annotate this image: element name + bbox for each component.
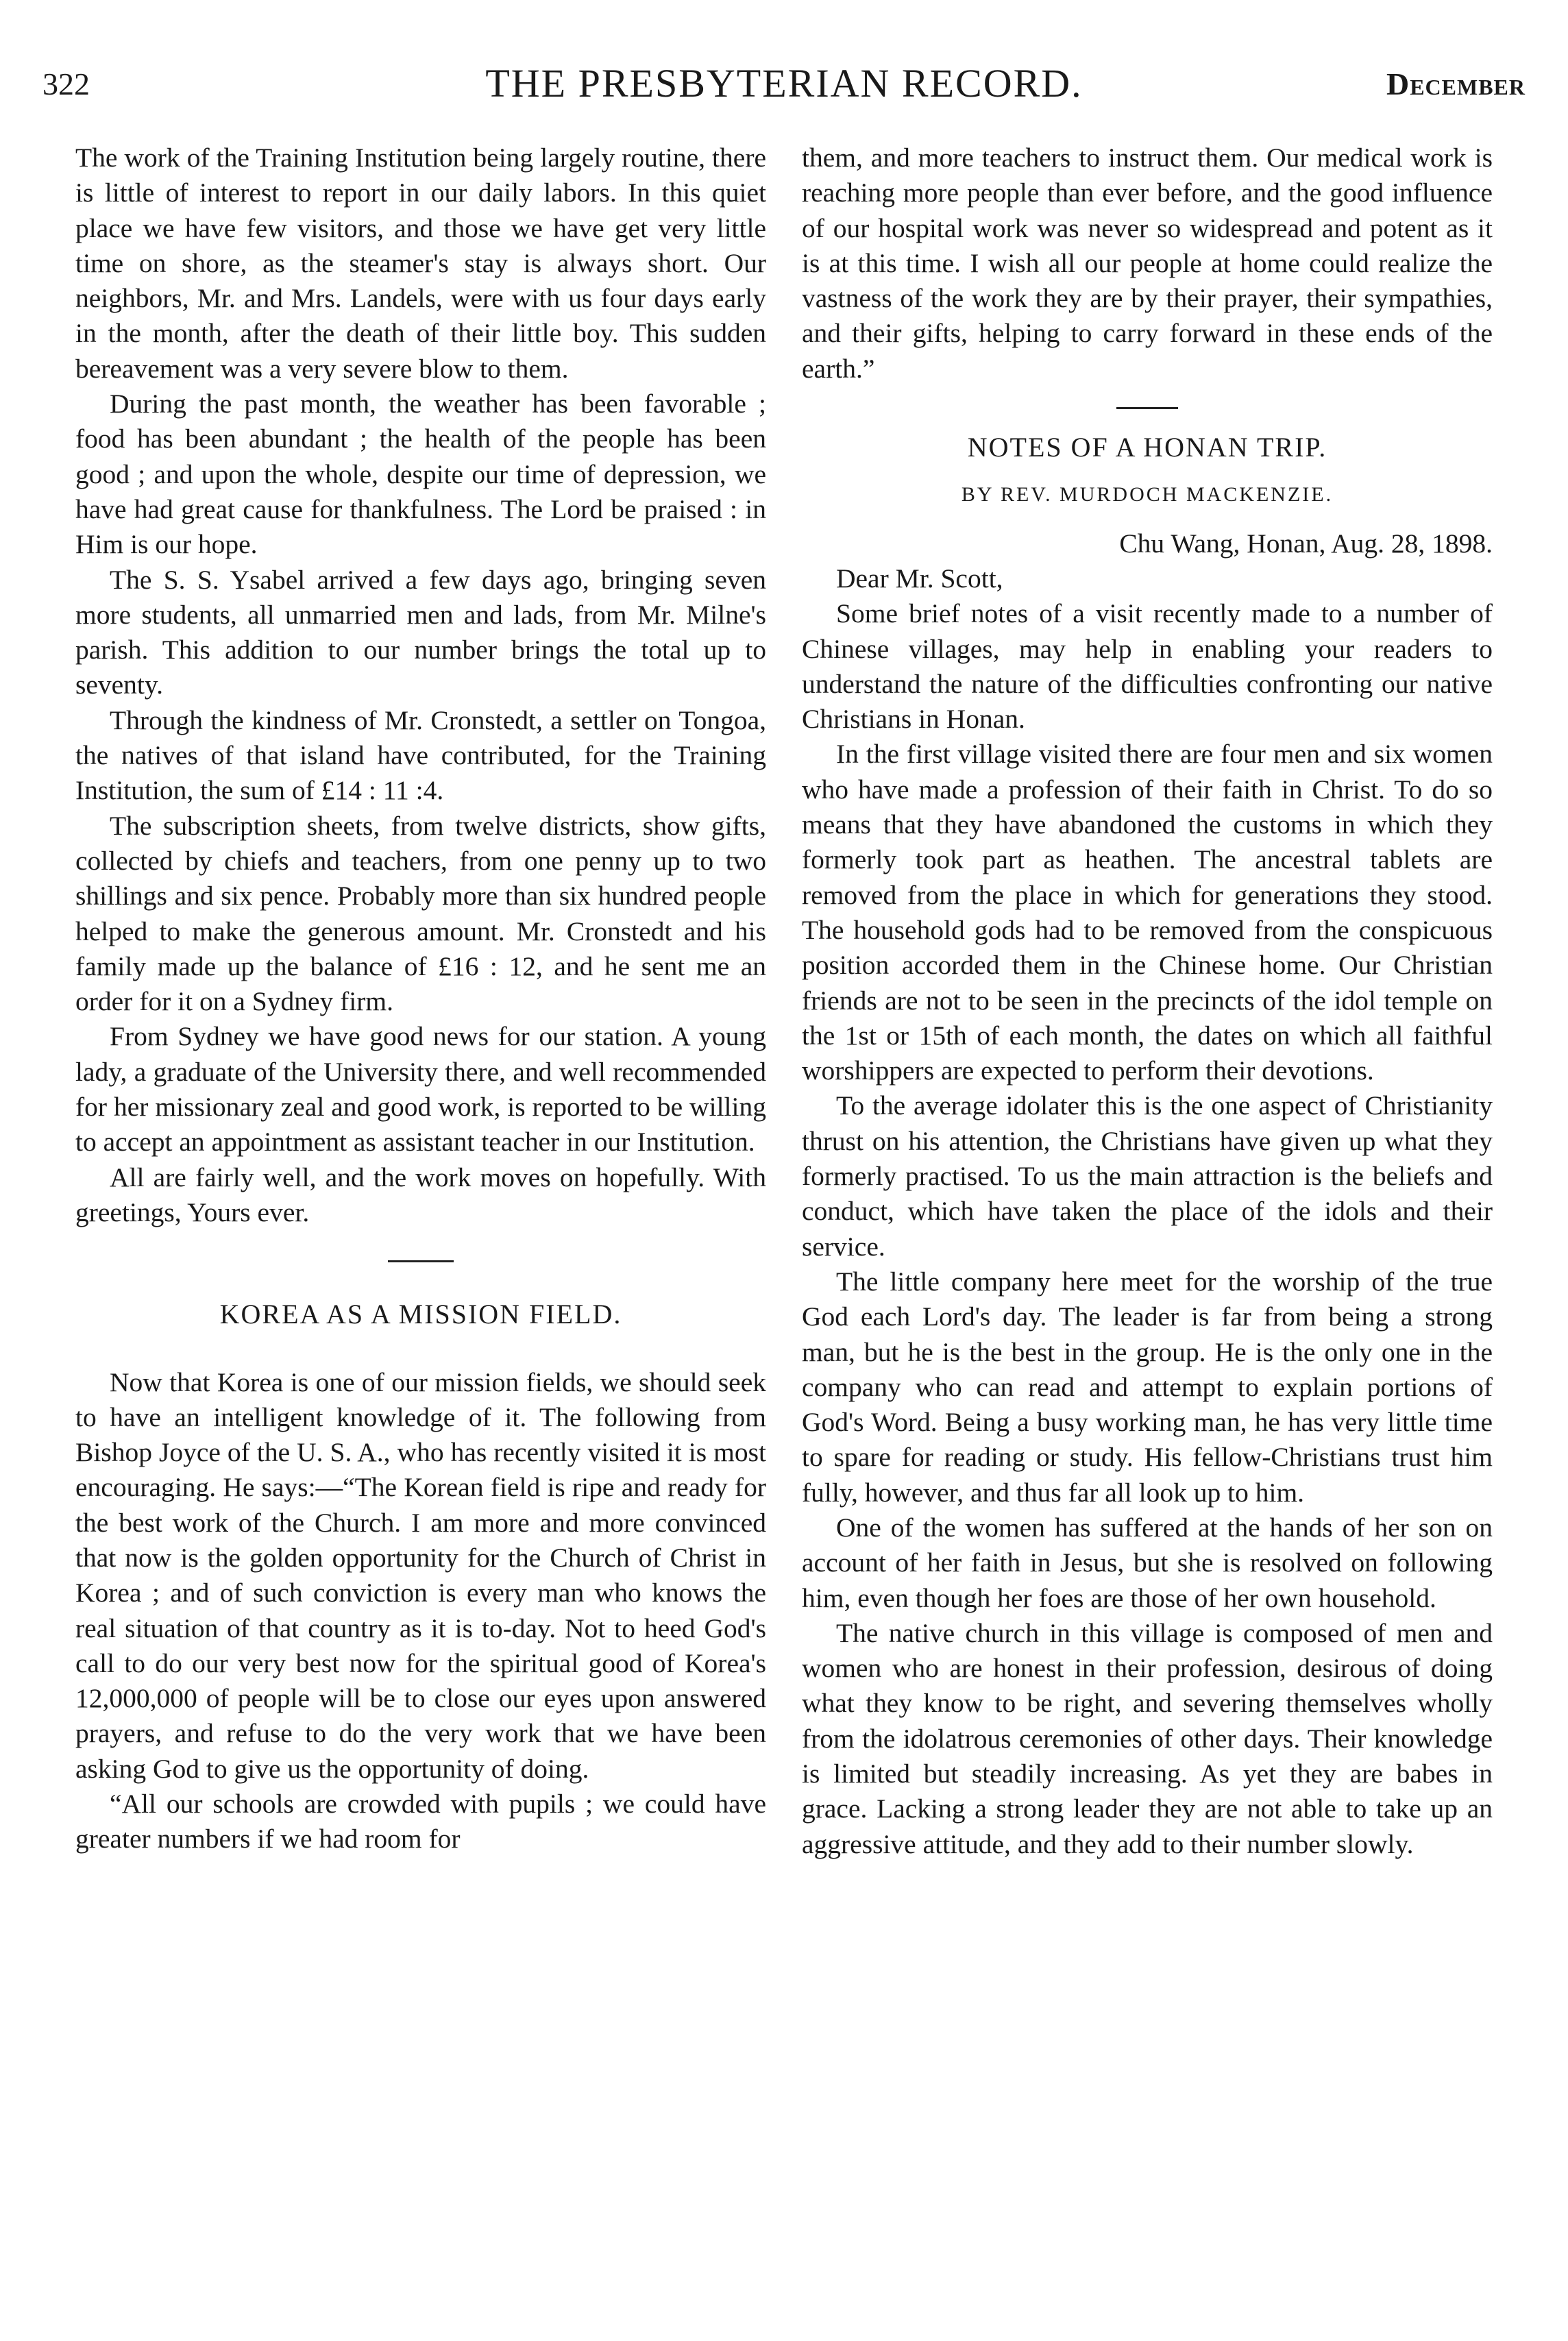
page-number: 322 [42, 66, 90, 101]
section-divider [388, 1260, 454, 1262]
paragraph: During the past month, the weather has been favorable ; food has been abundant ; the health of the people has been good ; and upon the whole, despite our time of depression, we have had great cause for thankfulness. The Lord be praised : in Him is our hope. [75, 389, 766, 560]
paragraph: The S. S. Ysabel arrived a few days ago, bringing seven more students, all unmarried men and lads, from Mr. Milne's parish. This addition to our number brings the total up to seventy. [75, 564, 766, 700]
paragraph: The subscription sheets, from twelve districts, show gifts, collected by chiefs and teachers, from one penny up to two shillings and six pence. Probably more than six hundred people helped to make the generous amount. Mr. Cronstedt and his family made up the balance of £16 : 12, and he sent me an order for it on a Sydney firm. [75, 810, 766, 1017]
publication-title: THE PRESBYTERIAN RECORD. [485, 61, 1083, 106]
paragraph: Now that Korea is one of our mission fields, we should seek to have an intelligent knowledge of it. The following from Bishop Joyce of the U. S. A., who has recently visited it is most encouraging. He says:—“The Korean field is ripe and ready for the best work of the Church. I am more and more convinced that now is the golden opportunity for the Church of Christ in Korea ; and of such conviction is every man who knows the real situation of that country as it is to-day. Not to heed God's call to do our very best now for the spiritual good of Korea's 12,000,000 of people will be to close our eyes upon answered prayers, and refuse to do the very work that we have been asking God to give us the opportunity of doing. [75, 1366, 766, 1784]
paragraph: From Sydney we have good news for our station. A young lady, a graduate of the University there, and well recommended for her missionary zeal and good work, is reported to be willing to accept an appointment as assistant teacher in our Institution. [75, 1021, 766, 1157]
page-header [42, 60, 1526, 115]
section-heading-honan: NOTES OF A HONAN TRIP. [967, 432, 1327, 463]
letter-dateline: Chu Wang, Honan, Aug. 28, 1898. [1119, 528, 1493, 559]
paragraph: them, and more teachers to instruct them. Our medical work is reaching more people than ever before, and the good influence of our hospital work was never so widespread and potent as it is at this time. I wish all our people at home could realize the vastness of the work they are by their prayer, their sympathies, and their gifts, helping to carry forward in these ends of the earth.” [802, 143, 1493, 384]
paragraph: The work of the Training Institution being largely routine, there is little of interest to report in our daily labors. In this quiet place we have few visitors, and those we have get very little time on shore, as the steamer's stay is always short. Our neighbors, Mr. and Mrs. Landels, were with us four days early in the month, after the death of their little boy. This sudden bereavement was a very severe blow to them. [75, 143, 766, 384]
paragraph: Through the kindness of Mr. Cronstedt, a settler on Tongoa, the natives of that island have contributed, for the Training Institution, the sum of £14 : 11 :4. [75, 704, 766, 806]
paragraph: The little company here meet for the worship of the true God each Lord's day. The leader is far from being a strong man, but he is the best in the group. He is the only one in the company who can read and attempt to explain portions of God's Word. Being a busy working man, he has very little time to spare for reading or study. His fellow-Christians trust him fully, however, and thus far all look up to him. [802, 1266, 1493, 1508]
paragraph: All are fairly well, and the work moves on hopefully. With greetings, Yours ever. [75, 1162, 766, 1227]
section-heading-korea: KOREA AS A MISSION FIELD. [219, 1299, 622, 1330]
paragraph: The native church in this village is composed of men and women who are honest in their profession, desirous of doing what they know to be right, and severing themselves wholly from the idolatrous ceremonies of other days. Their knowledge is limited but steadily increasing. As yet they are babes in grace. Lacking a strong leader they are not able to take up an aggressive attitude, and they add to their number slowly. [802, 1617, 1493, 1859]
paragraph: One of the women has suffered at the hands of her son on account of her faith in Jesus, but she is resolved on following him, even though her foes are those of her own household. [802, 1512, 1493, 1613]
issue-month: December [1386, 66, 1526, 101]
section-divider [1116, 407, 1178, 409]
left-column [75, 140, 766, 1857]
paragraph: In the first village visited there are four men and six women who have made a profession of their faith in Christ. To do so means that they have abandoned the customs in which they formerly took part as heathen. The ancestral tablets are removed from the place in which for generations they stood. The household gods had to be removed from the conspicuous position accorded them in the Chinese home. Our Christian friends are not to be seen in the precincts of the idol temple on the 1st or 15th of each month, the dates on which all faithful worshippers are expected to perform their devotions. [802, 739, 1493, 1086]
paragraph: To the average idolater this is the one aspect of Christianity thrust on his attention, the Christians have given up what they formerly practised. To us the main attraction is the beliefs and conduct, which have taken the place of the idols and their service. [802, 1090, 1493, 1262]
article-byline: BY REV. MURDOCH MACKENZIE. [961, 483, 1334, 506]
right-column [802, 140, 1493, 1862]
letter-salutation: Dear Mr. Scott, [836, 563, 1003, 593]
paragraph: Some brief notes of a visit recently made to a number of Chinese villages, may help in enabling your readers to understand the nature of the difficulties confronting our native Christians in Honan. [802, 598, 1493, 735]
paragraph: “All our schools are crowded with pupils ; we could have greater numbers if we had room for [75, 1789, 766, 1854]
